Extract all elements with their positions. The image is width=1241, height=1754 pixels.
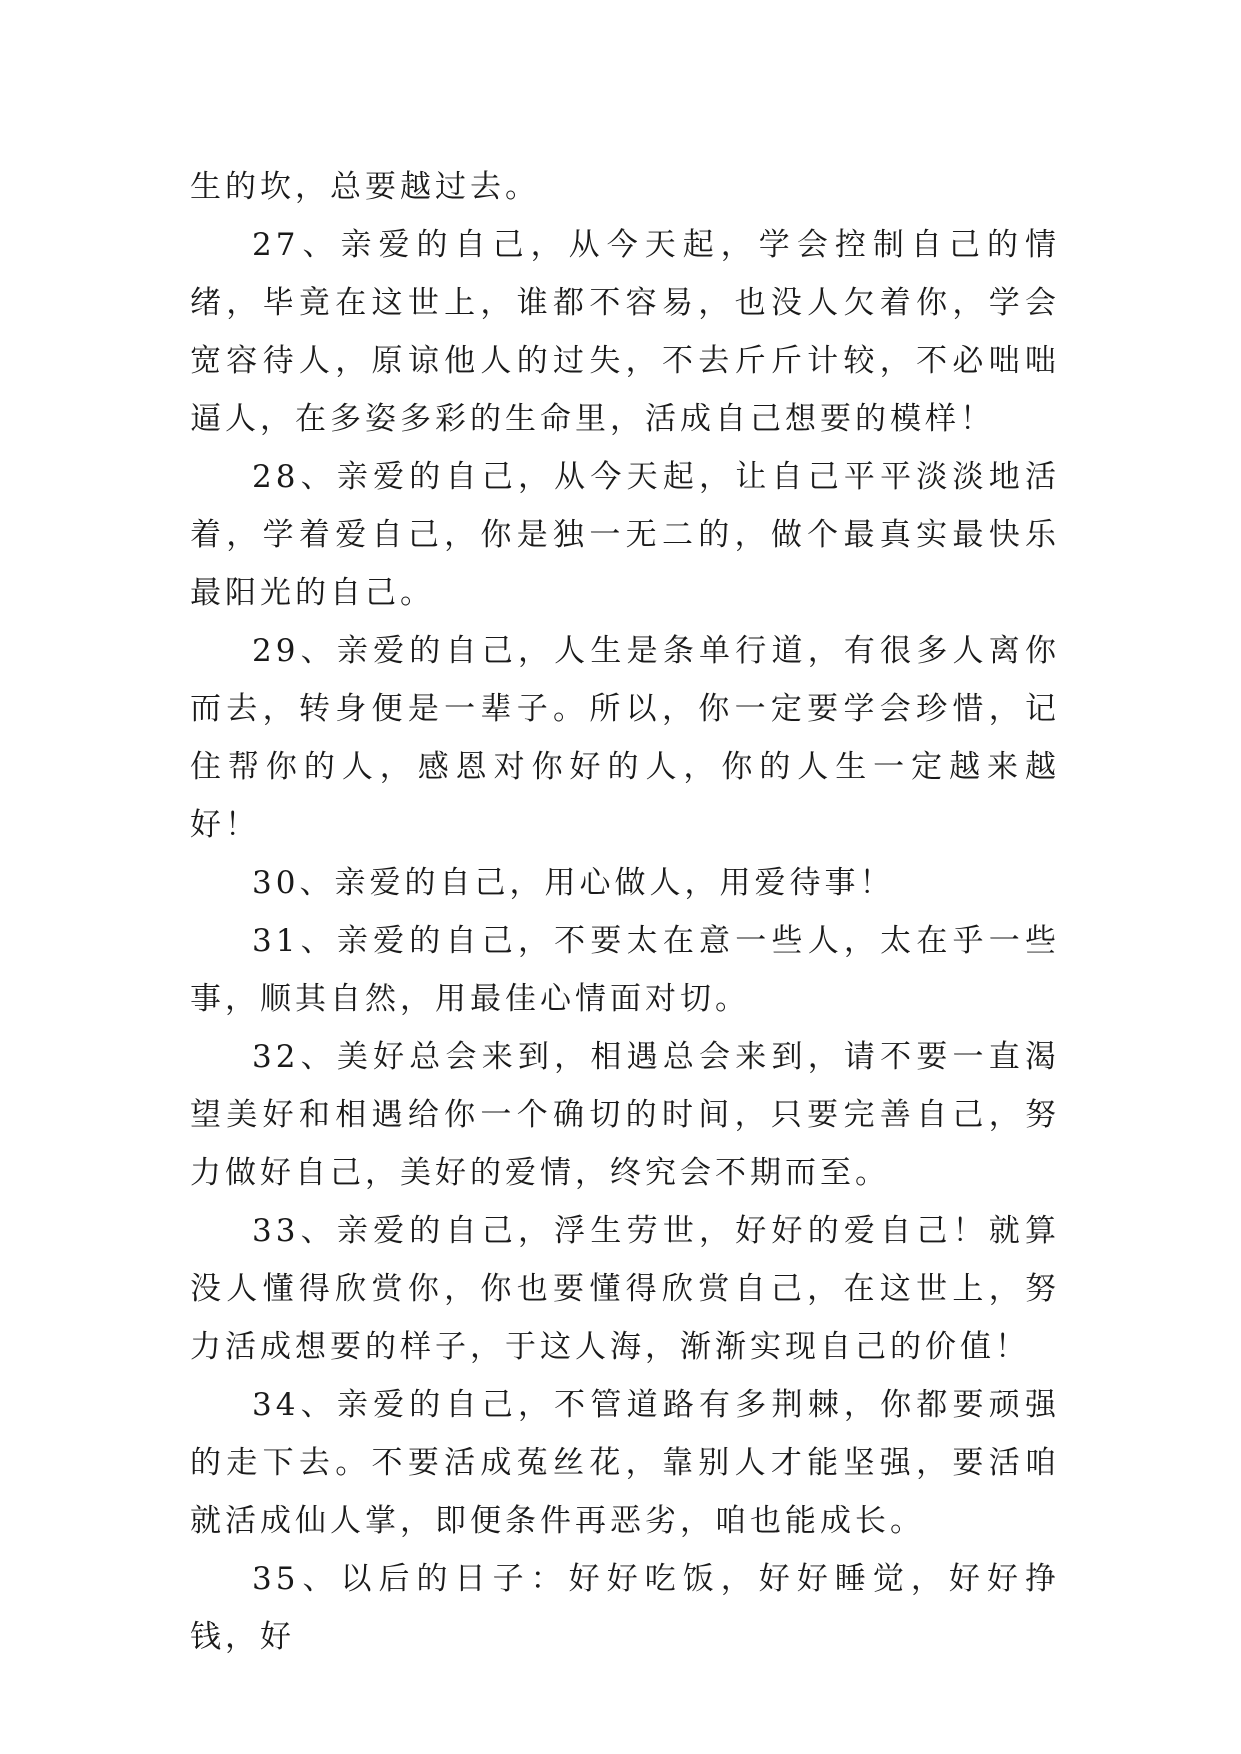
paragraph-34: 34、亲爱的自己，不管道路有多荆棘，你都要顽强的走下去。不要活成菟丝花，靠别人才能坚强，要活咱就活成仙人掌，即便条件再恶劣，咱也能成长。 bbox=[190, 1387, 1060, 1539]
paragraph-30: 30、亲爱的自己，用心做人，用爱待事！ bbox=[252, 865, 895, 901]
document-body bbox=[190, 158, 1060, 1666]
paragraph-27: 27、亲爱的自己，从今天起，学会控制自己的情绪，毕竟在这世上，谁都不容易，也没人欠着你，学会宽容待人，原谅他人的过失，不去斤斤计较，不必咄咄逼人，在多姿多彩的生命里，活成自己想要的模样！ bbox=[190, 227, 1060, 437]
paragraph-29: 29、亲爱的自己，人生是条单行道，有很多人离你而去，转身便是一辈子。所以，你一定要学会珍惜，记住帮你的人，感恩对你好的人，你的人生一定越来越好！ bbox=[190, 633, 1060, 843]
paragraph-28: 28、亲爱的自己，从今天起，让自己平平淡淡地活着，学着爱自己，你是独一无二的，做个最真实最快乐最阳光的自己。 bbox=[190, 459, 1060, 611]
paragraph-31: 31、亲爱的自己，不要太在意一些人，太在乎一些事，顺其自然，用最佳心情面对切。 bbox=[190, 923, 1060, 1017]
paragraph-continuation: 生的坎，总要越过去。 bbox=[190, 169, 540, 205]
paragraph-35: 35、以后的日子：好好吃饭，好好睡觉，好好挣钱，好 bbox=[190, 1561, 1060, 1655]
paragraph-33: 33、亲爱的自己，浮生劳世，好好的爱自己！就算没人懂得欣赏你，你也要懂得欣赏自己，在这世上，努力活成想要的样子，于这人海，渐渐实现自己的价值！ bbox=[190, 1213, 1060, 1365]
paragraph-32: 32、美好总会来到，相遇总会来到，请不要一直渴望美好和相遇给你一个确切的时间，只要完善自己，努力做好自己，美好的爱情，终究会不期而至。 bbox=[190, 1039, 1060, 1191]
